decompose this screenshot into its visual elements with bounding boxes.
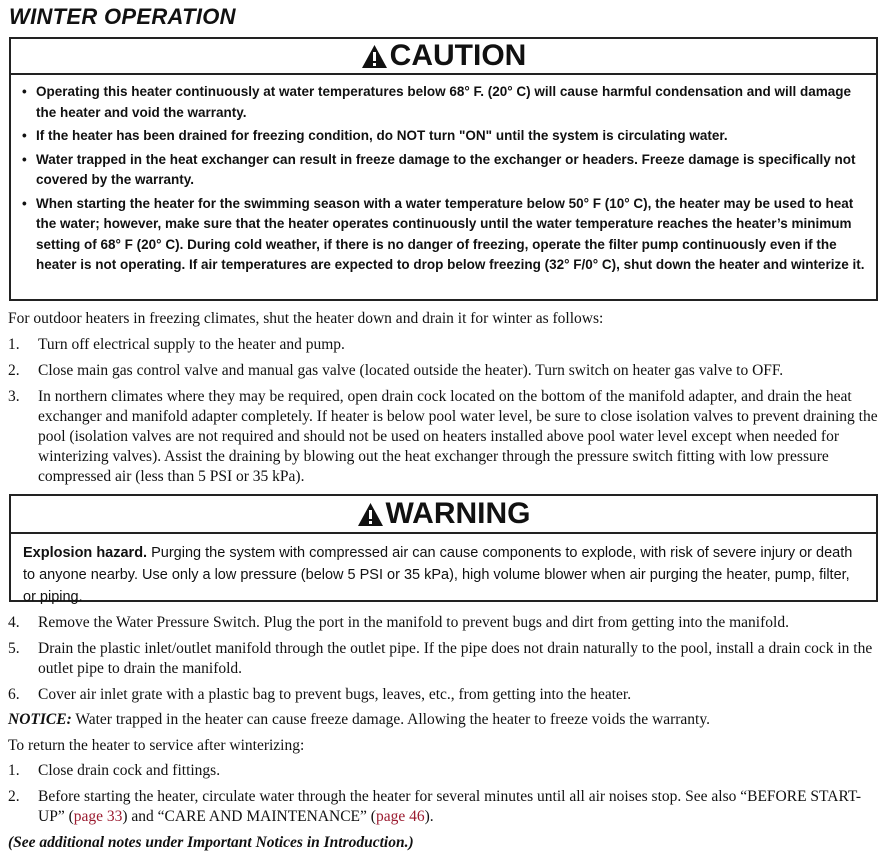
step-number: 4. <box>8 614 20 631</box>
notice-text: Water trapped in the heater can cause freeze damage. Allowing the heater to freeze voids the warranty. <box>71 711 710 728</box>
intro-paragraph: For outdoor heaters in freezing climates, shut the heater down and drain it for winter as follows: <box>8 310 604 327</box>
section-title: WINTER OPERATION <box>9 4 236 29</box>
warning-text: Purging the system with compressed air can cause components to explode, with risk of severe injury or death to anyone nearby. Use only a low pressure (below 5 PSI or 35 kPa), high volume blower when air purging the heater, pump, filter, or piping. <box>23 545 853 605</box>
warning-lead: Explosion hazard. <box>23 545 148 561</box>
step-text: Close main gas control valve and manual gas valve (located outside the heater). Turn switch on heater gas valve to OFF. <box>38 362 784 379</box>
page-link[interactable]: page 33 <box>73 808 123 825</box>
warning-label: WARNING <box>385 497 531 530</box>
list-item <box>8 335 880 355</box>
list-item <box>8 639 880 679</box>
warning-triangle-icon <box>361 44 388 69</box>
step-text: Drain the plastic inlet/outlet manifold through the outlet pipe. If the pipe does not drain naturally to the pool, install a drain cock in the outlet pipe to drain the manifold. <box>38 640 873 677</box>
return-intro: To return the heater to service after winterizing: <box>8 737 305 754</box>
step-text: Remove the Water Pressure Switch. Plug the port in the manifold to prevent bugs and dirt from getting into the manifold. <box>38 614 789 631</box>
step-text: ). <box>424 808 434 825</box>
warning-box <box>9 494 878 605</box>
step-number: 6. <box>8 686 20 703</box>
footer-note: (See additional notes under Important Notices in Introduction.) <box>8 834 414 851</box>
list-item <box>8 387 880 487</box>
caution-box <box>9 37 878 301</box>
step-text: Close drain cock and fittings. <box>38 762 221 779</box>
caution-item: • When starting the heater for the swimming season with a water temperature below 50° F (10° C), the heater may be used to heat the water; however, make sure that the heater operates continuously until the water temperature reaches the heater’s minimum setting of 68° F (20° C). During cold weather, if there is no danger of freezing, operate the filter pump continuously even if the heater is not operating. If air temperatures are expected to drop below freezing (32° F/0° C), shut down the heater and winterize it. <box>19 194 868 276</box>
notice-paragraph <box>8 710 880 730</box>
steps-list-b <box>8 613 880 711</box>
step-number: 5. <box>8 640 20 657</box>
step-number: 3. <box>8 388 20 405</box>
warning-triangle-icon <box>357 502 384 527</box>
caution-label: CAUTION <box>389 39 527 72</box>
caution-list <box>11 75 876 276</box>
caution-item: • If the heater has been drained for freezing condition, do NOT turn "ON" until the system is circulating water. <box>19 126 868 147</box>
step-number: 1. <box>8 336 20 353</box>
list-item <box>8 787 880 827</box>
warning-header <box>11 496 876 534</box>
step-text: ) and “CARE AND MAINTENANCE” ( <box>122 808 376 825</box>
page-link[interactable]: page 46 <box>375 808 425 825</box>
warning-body <box>11 534 876 608</box>
steps-list-c <box>8 761 880 833</box>
step-text: Cover air inlet grate with a plastic bag to prevent bugs, leaves, etc., from getting into the heater. <box>38 686 632 703</box>
caution-item: • Operating this heater continuously at water temperatures below 68° F. (20° C) will cause harmful condensation and will damage the heater and void the warranty. <box>19 82 868 123</box>
list-item <box>8 361 880 381</box>
step-text: Turn off electrical supply to the heater and pump. <box>38 336 345 353</box>
step-text: Before starting the heater, circulate water through the heater for several minutes until all air noises stop. See also “BEFORE START-UP” ( <box>38 788 862 825</box>
list-item <box>8 761 880 781</box>
list-item <box>8 613 880 633</box>
caution-item: • Water trapped in the heat exchanger can result in freeze damage to the exchanger or headers. Freeze damage is specifically not covered by the warranty. <box>19 150 868 191</box>
step-text: In northern climates where they may be required, open drain cock located on the bottom of the manifold adapter, and drain the heat exchanger and manifold adapter completely. If heater is below pool water level, be sure to close isolation valves to prevent draining the pool (isolation valves are not required and should not be used on heaters installed above pool water level except when needed for winterizing valves). Assist the draining by blowing out the heat exchanger through the pressure switch fitting with low pressure compressed air (less than 5 PSI or 35 kPa). <box>38 388 878 485</box>
steps-list-a <box>8 335 880 493</box>
step-number: 1. <box>8 762 20 779</box>
caution-header <box>11 39 876 75</box>
list-item <box>8 685 880 705</box>
step-number: 2. <box>8 788 20 805</box>
notice-lead: NOTICE: <box>8 711 72 728</box>
step-number: 2. <box>8 362 20 379</box>
